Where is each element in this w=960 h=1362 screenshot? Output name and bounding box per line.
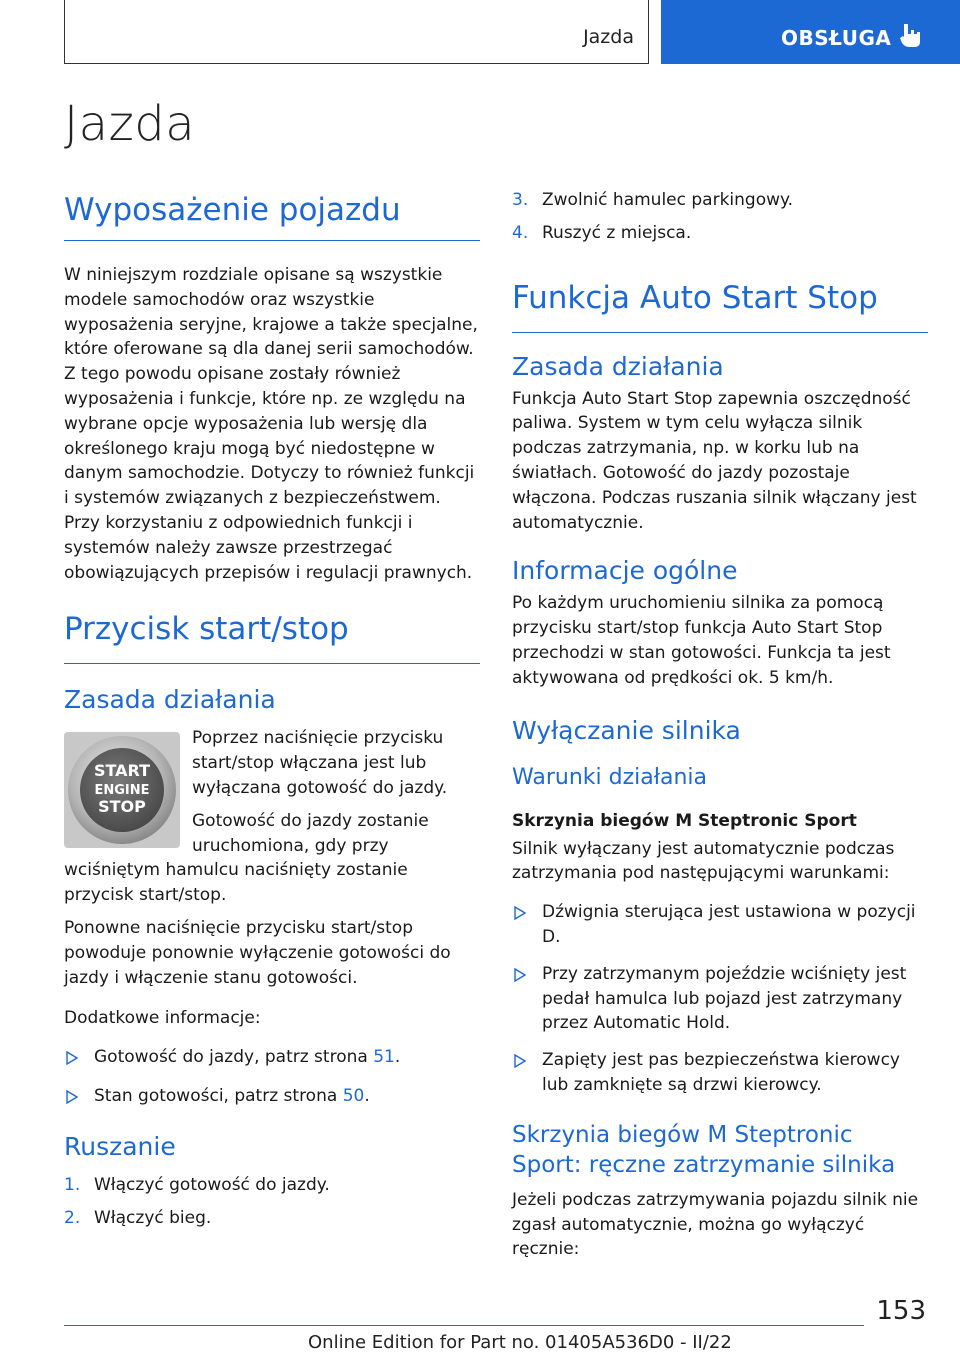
list-item-end: . — [364, 1085, 370, 1106]
left-column — [64, 188, 480, 1238]
auto-principle-paragraph: Funkcja Auto Start Stop zapewnia oszczędność paliwa. System w tym celu wyłącza silnik podczas zatrzymania, np. w korku lub na światłach. Gotowość do jazdy pozostaje włączona. Podczas ruszania silnik włączany jest automatycznie. — [512, 388, 917, 533]
list-item-text: Dźwignia sterująca jest ustawiona w pozycji D. — [542, 902, 916, 947]
list-item-text: Stan gotowości, patrz strona — [94, 1085, 343, 1106]
triangle-bullet-icon — [66, 1090, 78, 1104]
step-text: Włączyć gotowość do jazdy. — [94, 1174, 330, 1195]
manual-stop-paragraph: Jeżeli podczas zatrzymywania pojazdu silnik nie zgasł automatycznie, można go wyłączyć ręcznie: — [512, 1189, 919, 1260]
equipment-paragraph: W niniejszym rozdziale opisane są wszystkie modele samochodów oraz wszystkie wyposażenia seryjne, krajowe a także specjalne, które oferowane są dla danej serii samochodów. Z tego powodu opisane zostały również wyposażenia i funkcje, które np. ze względu na wybrane opcje wyposażenia lub wersję dla określonego kraju mogą być niedostępne w danym samochodzie. Dotyczy to również funkcji i systemów związanych z bezpieczeństwem. Przy korzystaniu z odpowiednich funkcji i systemów należy zawsze przestrzegać obowiązujących przepisów i regulacji prawnych. — [64, 265, 478, 583]
general-info-paragraph: Po każdym uruchomieniu silnika za pomocą przycisku start/stop funkcja Auto Start Stop przechodzi w stan gotowości. Funkcja ta jest aktywowana od prędkości ok. 5 km/h. — [512, 593, 891, 688]
page-link-51[interactable]: 51 — [373, 1047, 395, 1068]
right-column — [512, 188, 928, 1270]
button-text-stop: STOP — [98, 797, 146, 817]
section-title-auto-start-stop: Funkcja Auto Start Stop — [512, 276, 928, 333]
list-item-text: Przy zatrzymanym pojeździe wciśnięty jest pedał hamulca lub pojazd jest zatrzymany przez Automatic Hold. — [542, 963, 907, 1034]
step-number: 4. — [512, 222, 529, 243]
subsection-title-driving-off: Ruszanie — [64, 1131, 176, 1161]
step-text: Ruszyć z miejsca. — [542, 222, 692, 243]
header-chapter-box — [661, 0, 960, 64]
footer-divider — [64, 1325, 864, 1326]
subsection-title-general-info: Informacje ogólne — [512, 556, 738, 586]
list-item — [64, 1045, 480, 1070]
page-number: 153 — [876, 1296, 926, 1326]
driving-off-steps — [64, 1173, 480, 1231]
subsection-title-principle: Zasada działania — [64, 685, 276, 715]
triangle-bullet-icon — [514, 968, 526, 982]
list-item-end: . — [394, 1047, 401, 1068]
step-number: 2. — [64, 1207, 81, 1228]
triangle-bullet-icon — [514, 1054, 526, 1068]
list-item-text: Gotowość do jazdy, patrz strona — [94, 1047, 374, 1068]
start-stop-paragraph-1: Poprzez naciśnięcie przycisku start/stop włączana jest lub wyłączana gotowość do jazdy. — [192, 728, 448, 798]
additional-info-label: Dodatkowe informacje: — [64, 1008, 261, 1029]
list-item — [64, 1084, 480, 1109]
step-number: 3. — [512, 190, 529, 210]
step-item — [512, 188, 928, 213]
transmission-heading: Skrzynia biegów M Steptronic Sport — [512, 810, 857, 831]
triangle-bullet-icon — [66, 1051, 78, 1065]
page-title: Jazda — [64, 96, 196, 152]
start-engine-stop-button-image — [64, 732, 180, 848]
header-chapter-title: OBSŁUGA — [781, 26, 892, 50]
list-item — [512, 900, 928, 950]
subsection-title-engine-off: Wyłączanie silnika — [512, 715, 741, 745]
step-number: 1. — [64, 1174, 81, 1195]
section-title-start-stop-button: Przycisk start/stop — [64, 607, 480, 664]
header-section-title: Jazda — [583, 26, 634, 48]
step-item — [64, 1206, 480, 1231]
driving-off-steps-continued — [512, 188, 928, 246]
subsection-title-conditions: Warunki działania — [512, 764, 707, 790]
button-text-start: START — [93, 761, 151, 781]
list-item — [512, 1048, 928, 1098]
step-item — [64, 1173, 480, 1198]
list-item-text: Zapięty jest pas bezpieczeństwa kierowcy lub zamknięte są drzwi kierowcy. — [542, 1050, 900, 1095]
step-text: Włączyć bieg. — [94, 1207, 212, 1228]
start-stop-paragraph-2: Gotowość do jazdy zostanie uruchomiona, gdy przy wciśniętym hamulcu naciśnięty zostanie przycisk start/stop. — [64, 810, 429, 906]
step-item — [512, 221, 928, 246]
step-text: Zwolnić hamulec parkingowy. — [542, 190, 794, 210]
additional-info-list — [64, 1045, 480, 1109]
subsection-title-auto-principle: Zasada działania — [512, 351, 724, 381]
conditions-list — [512, 900, 928, 1098]
pointing-hand-icon — [899, 22, 921, 48]
header-section-box — [64, 0, 649, 64]
section-title-equipment: Wyposażenie pojazdu — [64, 188, 480, 241]
start-stop-paragraph-3: Ponowne naciśnięcie przycisku start/stop powoduje ponownie wyłączenie gotowości do jazdy i włączenie stanu gotowości. — [64, 917, 451, 988]
triangle-bullet-icon — [514, 906, 526, 920]
page-link-50[interactable]: 50 — [342, 1085, 365, 1106]
subsection-title-manual-stop: Skrzynia biegów M Steptronic Sport: ręczne zatrzymanie silnika — [512, 1121, 896, 1178]
list-item — [512, 962, 928, 1036]
button-text-engine: ENGINE — [94, 783, 150, 799]
footer-edition: Online Edition for Part no. 01405A536D0 - II/22 — [308, 1332, 732, 1353]
conditions-paragraph: Silnik wyłączany jest automatycznie podczas zatrzymania pod następującymi warunkami: — [512, 838, 895, 884]
